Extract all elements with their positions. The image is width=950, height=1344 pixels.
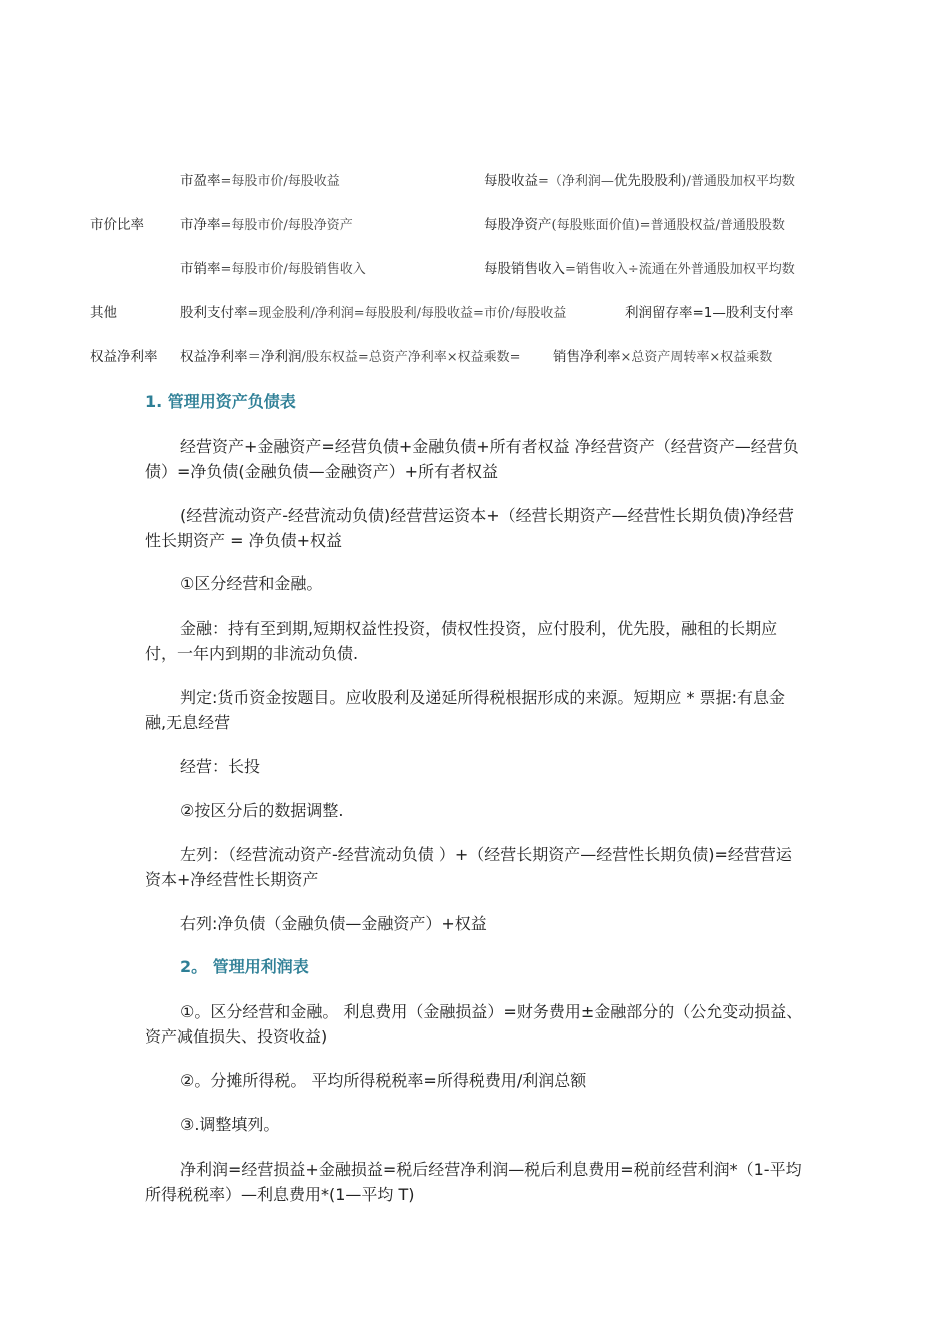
- sales-per-share-cell: [484, 260, 795, 279]
- eps-term: 每股收益: [484, 173, 538, 189]
- retention-ratio-cell: [625, 304, 793, 322]
- section1-paragraph-2: (经营流动资产-经营流动负债)经营营运资本+（经营长期资产—经营性长期负债)净经营性长期资产 = 净负债+权益: [145, 506, 794, 550]
- eps-formula-part1: =（净利润—: [538, 174, 614, 189]
- retention-ratio-formula: =1—股利支付率: [692, 305, 794, 321]
- section1-heading: 1. 管理用资产负债表: [145, 392, 296, 411]
- market-ratio-label: 市价比率: [90, 217, 144, 233]
- eps-preferred-dividend: 优先股股利: [613, 173, 682, 189]
- section1-paragraph-3: ①区分经营和金融。: [180, 574, 323, 593]
- bvps-term: 每股净资产: [484, 217, 552, 233]
- net-margin-cell: [553, 348, 772, 367]
- bvps-formula: (每股账面价值)=普通股权益/普通股股数: [551, 218, 785, 233]
- net-margin-term: 销售净利率: [553, 349, 621, 365]
- pe-ratio-cell: [180, 172, 340, 191]
- pb-ratio-term: 市净率: [180, 217, 221, 233]
- section1-paragraph-6: 经营：长投: [180, 757, 261, 776]
- retention-ratio-term: 利润留存率: [625, 305, 693, 321]
- pe-ratio-term: 市盈率: [180, 173, 221, 189]
- pb-ratio-cell: [180, 216, 353, 235]
- payout-ratio-term: 股利支付率: [180, 305, 248, 321]
- roe-cell: [180, 348, 521, 367]
- eps-formula-part2: )/普通股加权平均数: [681, 174, 795, 189]
- roe-formula: /股东权益=总资产净利率×权益乘数=: [301, 350, 521, 365]
- bvps-cell: [484, 216, 785, 235]
- section2-paragraph-1: ①。区分经营和金融。 利息费用（金融损益）=财务费用±金融部分的（公允变动损益、资产减值损失、投资收益): [145, 1002, 803, 1046]
- roe-equals: ＝: [247, 349, 261, 365]
- sales-per-share-term: 每股销售收入: [484, 261, 565, 277]
- section1-paragraph-1: 经营资产+金融资产=经营负债+金融负债+所有者权益 净经营资产（经营资产—经营负债）=净负债(金融负债—金融资产）+所有者权益: [145, 437, 799, 481]
- pb-ratio-formula: =每股市价/每股净资产: [220, 218, 353, 233]
- ps-ratio-term: 市销率: [180, 261, 221, 277]
- section2-heading: 2。 管理用利润表: [180, 957, 309, 976]
- section1-paragraph-7: ②按区分后的数据调整.: [180, 801, 344, 820]
- sales-per-share-formula: =销售收入÷流通在外普通股加权平均数: [565, 262, 795, 277]
- payout-ratio-formula: =现金股利/净利润=每股股利/每股收益=市价/每股收益: [247, 306, 567, 321]
- ps-ratio-formula: =每股市价/每股销售收入: [220, 262, 366, 277]
- roe-net-profit: 净利润: [261, 349, 302, 365]
- net-margin-formula: ×总资产周转率×权益乘数: [620, 350, 773, 365]
- section1-paragraph-5: 判定:货币资金按题目。应收股利及递延所得税根据形成的来源。短期应 * 票据:有息金融,无息经营: [145, 688, 785, 732]
- section1-paragraph-8: 左列：（经营流动资产-经营流动负债 ）+（经营长期资产—经营性长期负债)=经营营运资本+净经营性长期资产: [145, 845, 792, 889]
- section2-paragraph-2: ②。分摊所得税。 平均所得税税率=所得税费用/利润总额: [180, 1071, 587, 1090]
- section2-paragraph-4: 净利润=经营损益+金融损益=税后经营净利润—税后利息费用=税前经营利润*（1-平均所得税税率）—利息费用*(1—平均 T): [145, 1160, 802, 1204]
- payout-ratio-cell: [180, 304, 566, 323]
- section1-paragraph-4: 金融：持有至到期,短期权益性投资，债权性投资，应付股利，优先股，融租的长期应付，一年内到期的非流动负债.: [145, 619, 778, 663]
- section2-paragraph-3: ③.调整填列。: [180, 1115, 280, 1134]
- roe-term: 权益净利率: [180, 349, 248, 365]
- other-label: 其他: [90, 305, 117, 321]
- section1-paragraph-9: 右列:净负债（金融负债—金融资产）+权益: [180, 914, 487, 933]
- eps-cell: [484, 172, 795, 191]
- roe-label: 权益净利率: [90, 349, 158, 365]
- pe-ratio-formula: =每股市价/每股收益: [220, 174, 340, 189]
- ps-ratio-cell: [180, 260, 366, 279]
